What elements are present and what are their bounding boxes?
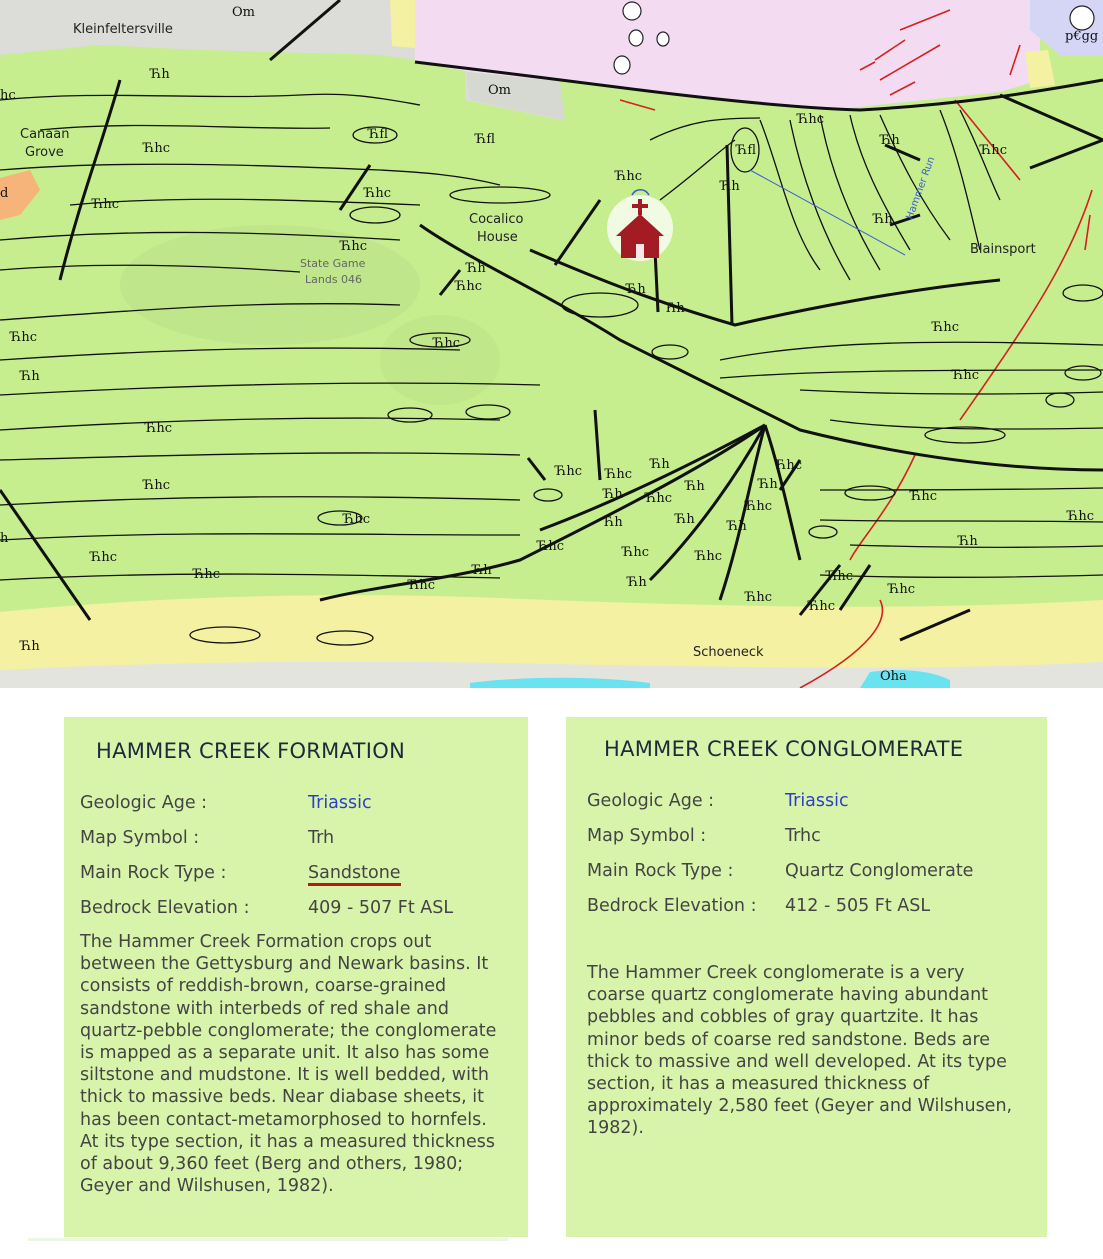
symbol-trhc: Ћhc <box>605 467 632 482</box>
geologic-age-link[interactable]: Triassic <box>308 793 372 813</box>
symbol-trhc: Ћhc <box>622 545 649 560</box>
symbol-trhc: Ћhc <box>932 320 959 335</box>
symbol-trh: Ћh <box>675 512 695 527</box>
symbol-trhc: Ћhc <box>645 491 672 506</box>
rock-type-link[interactable]: Sandstone <box>308 863 401 886</box>
attribute-row-geologic-age <box>80 793 512 828</box>
symbol-trhc: Ћhc <box>90 550 117 565</box>
place-label-canaan: Canaan <box>20 127 70 142</box>
symbol-trh: Ћh <box>650 457 670 472</box>
symbol-h-partial: h <box>0 531 9 546</box>
symbol-trh: Ћh <box>685 479 705 494</box>
attribute-row-rock-type <box>80 863 512 898</box>
place-label-cocalico: Cocalico <box>469 212 524 227</box>
symbol-trhc: Ћhc <box>433 336 460 351</box>
symbol-trhc: Ћhc <box>343 512 370 527</box>
card-title: HAMMER CREEK FORMATION <box>96 739 406 763</box>
symbol-trhc: Ћhc <box>10 330 37 345</box>
symbol-trh: Ћh <box>472 563 492 578</box>
symbol-trfl: Ћfl <box>475 132 496 147</box>
geologic-age-link[interactable]: Triassic <box>785 791 849 811</box>
symbol-trhc: Ћhc <box>340 239 367 254</box>
attribute-row-rock-type <box>587 861 1027 896</box>
attribute-label: Geologic Age : <box>587 791 715 811</box>
card-title: HAMMER CREEK CONGLOMERATE <box>604 737 964 761</box>
symbol-trhc: Ћhc <box>143 141 170 156</box>
place-label-game-lands-1: State Game <box>300 257 366 270</box>
symbol-trhc: Ћhc <box>1067 509 1094 524</box>
attribute-label: Bedrock Elevation : <box>587 896 757 916</box>
symbol-oha: Oha <box>880 669 907 684</box>
symbol-hc-partial: hc <box>0 88 16 103</box>
hammer-creek-formation-card <box>64 717 528 1237</box>
symbol-trh: Ћh <box>20 369 40 384</box>
symbol-trhc: Ћhc <box>797 112 824 127</box>
attribute-row-map-symbol <box>80 828 512 863</box>
symbol-trh: Ћh <box>958 534 978 549</box>
attribute-list <box>587 791 1027 952</box>
symbol-trhc: Ћhc <box>408 578 435 593</box>
place-label-game-lands-2: Lands 046 <box>305 273 363 286</box>
symbol-trhc: Ћhc <box>775 458 802 473</box>
symbol-trh: Ћh <box>150 67 170 82</box>
hammer-creek-conglomerate-card <box>566 717 1047 1237</box>
symbol-trhc: Ћhc <box>145 421 172 436</box>
symbol-trhc: Ћhc <box>980 143 1007 158</box>
symbol-trhc: Ћhc <box>92 197 119 212</box>
symbol-trhc: Ћhc <box>193 567 220 582</box>
symbol-trh: Ћh <box>466 261 486 276</box>
symbol-trhc: Ћhc <box>615 169 642 184</box>
attribute-row-elevation <box>587 896 1027 952</box>
symbol-trhc: Ћhc <box>745 499 772 514</box>
symbol-trhc: Ћhc <box>143 478 170 493</box>
symbol-trh: Ћh <box>720 179 740 194</box>
place-label-blainsport: Blainsport <box>970 242 1036 257</box>
divider <box>28 1238 508 1241</box>
place-label-grove: Grove <box>25 145 64 160</box>
symbol-trhc: Ћhc <box>455 279 482 294</box>
formation-description: The Hammer Creek Formation crops out between the Gettysburg and Newark basins. It consists of reddish-brown, coarse-grained sandstone with interbeds of red shale and quartz-pebble conglomerate; the conglomerate is mapped as a separate unit. It also has some siltstone and mudstone. It is well bedded, with thick to massive beds. Near diabase sheets, it has been contact-metamorphosed to hornfels. At its type section, it has a measured thickness of about 9,360 feet (Berg and others, 1980; Geyer and Wilshusen, 1982). <box>80 932 497 1197</box>
attribute-value: 409 - 507 Ft ASL <box>308 898 454 918</box>
symbol-trfl: Ћfl <box>736 143 757 158</box>
symbol-trh: Ћh <box>603 487 623 502</box>
symbol-trh: Ћh <box>626 282 646 297</box>
symbol-om: Om <box>488 83 511 98</box>
place-label-house: House <box>477 230 518 245</box>
attribute-row-geologic-age <box>587 791 1027 826</box>
symbol-d-partial: d <box>0 186 9 201</box>
symbol-trh: Ћh <box>20 639 40 654</box>
attribute-label: Geologic Age : <box>80 793 208 813</box>
symbol-trfl: Ћfl <box>368 127 389 142</box>
symbol-pcgg: p€gg <box>1065 29 1099 44</box>
symbol-trhc: Ћhc <box>826 569 853 584</box>
symbol-trhc: Ћhc <box>888 582 915 597</box>
symbol-trh: Ћh <box>727 519 747 534</box>
attribute-label: Bedrock Elevation : <box>80 898 250 918</box>
attribute-value: Quartz Conglomerate <box>785 861 974 881</box>
symbol-trh: Ћh <box>665 301 685 316</box>
symbol-trhc: Ћhc <box>952 368 979 383</box>
symbol-trh: Ћh <box>880 133 900 148</box>
place-label-kleinfeltersville: Kleinfeltersville <box>73 22 173 37</box>
attribute-value: 412 - 505 Ft ASL <box>785 896 931 916</box>
symbol-trhc: Ћhc <box>537 539 564 554</box>
attribute-value: Trh <box>308 828 335 848</box>
symbol-trhc: Ћhc <box>910 489 937 504</box>
attribute-label: Main Rock Type : <box>80 863 227 883</box>
attribute-row-map-symbol <box>587 826 1027 861</box>
attribute-value: Trhc <box>785 826 821 846</box>
attribute-label: Map Symbol : <box>80 828 200 848</box>
symbol-trh: Ћh <box>758 477 778 492</box>
attribute-row-elevation <box>80 898 512 933</box>
attribute-label: Map Symbol : <box>587 826 707 846</box>
symbol-om: Om <box>232 5 255 20</box>
symbol-trh: Ћh <box>873 212 893 227</box>
attribute-list <box>80 793 512 933</box>
symbol-trhc: Ћhc <box>745 590 772 605</box>
place-label-schoeneck: Schoeneck <box>693 645 764 660</box>
symbol-trhc: Ћhc <box>555 464 582 479</box>
symbol-trh: Ћh <box>603 515 623 530</box>
yellow-unit-top[interactable] <box>390 0 415 48</box>
symbol-trhc: Ћhc <box>695 549 722 564</box>
symbol-trhc: Ћhc <box>808 599 835 614</box>
conglomerate-description: The Hammer Creek conglomerate is a very coarse quartz conglomerate having abundant pebbles and cobbles of gray quartzite. It has minor beds of coarse red sandstone. Beds are thick to massive and well developed. At its type section, it has a measured thickness of approximately 2,580 feet (Geyer and Wilshusen, 1982). <box>587 963 1013 1139</box>
attribute-label: Main Rock Type : <box>587 861 734 881</box>
symbol-trhc: Ћhc <box>364 186 391 201</box>
place-label-hammer-run: Hammer Run <box>904 155 938 222</box>
symbol-trh: Ћh <box>627 575 647 590</box>
